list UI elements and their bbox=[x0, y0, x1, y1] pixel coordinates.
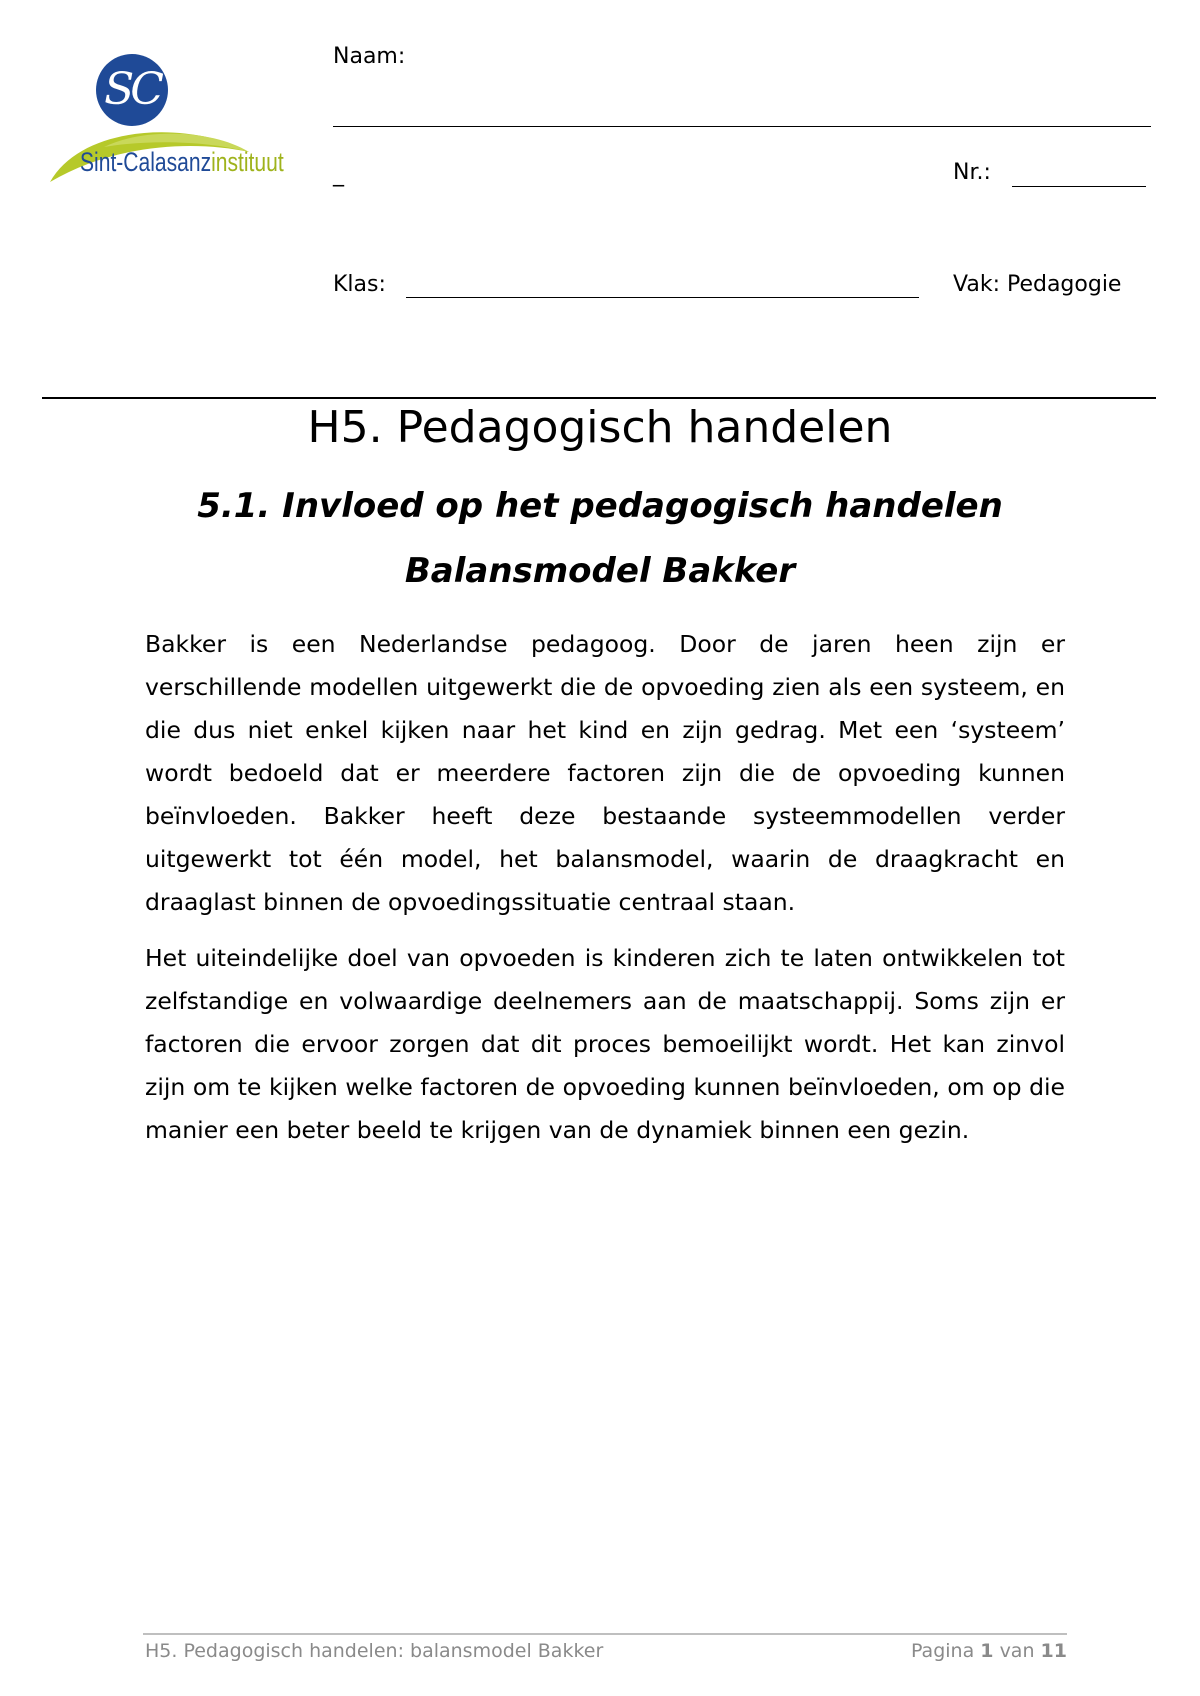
klas-label: Klas: bbox=[333, 272, 386, 297]
body-paragraph-1: Bakker is een Nederlandse pedagoog. Door de jaren heen zijn er verschillende modellen uitgewerkt die de opvoeding zien als een systeem, en die dus niet enkel kijken naar het kind en zijn gedrag. Met een ‘systeem’ wordt bedoeld dat er meerdere factoren zijn die de opvoeding kunnen beïnvloeden. Bakker heeft deze bestaande systeemmodellen verder uitgewerkt tot één model, het balansmodel, waarin de draagkracht en draaglast binnen de opvoedingssituatie centraal staan. bbox=[145, 630, 1065, 916]
school-logo bbox=[44, 52, 304, 187]
vak-label: Vak: Pedagogie bbox=[953, 272, 1122, 297]
subtitle: 5.1. Invloed op het pedagogisch handelen bbox=[197, 486, 1003, 526]
logo-name-part1: Sint-Calasanz bbox=[80, 147, 212, 177]
page-title: H5. Pedagogisch handelen bbox=[307, 402, 893, 453]
footer-page-word: Pagina bbox=[910, 1640, 975, 1662]
header-divider bbox=[42, 397, 1156, 399]
logo-monogram: SC bbox=[104, 64, 160, 115]
footer-divider bbox=[143, 1633, 1067, 1635]
klas-line[interactable] bbox=[406, 297, 919, 298]
nr-label: Nr.: bbox=[953, 160, 991, 185]
logo-name-part2: instituut bbox=[211, 147, 284, 177]
naam-line[interactable] bbox=[333, 126, 1151, 127]
footer-page-total: 11 bbox=[1040, 1640, 1067, 1662]
footer-page-current: 1 bbox=[980, 1640, 994, 1662]
nr-line[interactable] bbox=[1012, 186, 1146, 187]
footer-page-number bbox=[911, 1640, 1067, 1662]
footer-page-of: van bbox=[999, 1640, 1035, 1662]
logo-wordmark bbox=[80, 147, 284, 178]
body-paragraph-2: Het uiteindelijke doel van opvoeden is kinderen zich te laten ontwikkelen tot zelfstandige en volwaardige deelnemers aan de maatschappij. Soms zijn er factoren die ervoor zorgen dat dit proces bemoeilijkt wordt. Het kan zinvol zijn om te kijken welke factoren de opvoeding kunnen beïnvloeden, om op die manier een beter beeld te krijgen van de dynamiek binnen een gezin. bbox=[145, 944, 1065, 1144]
footer-document-title: H5. Pedagogisch handelen: balansmodel Bakker bbox=[145, 1640, 604, 1662]
naam-underscore: _ bbox=[333, 162, 344, 187]
naam-label: Naam: bbox=[333, 44, 406, 69]
section-title: Balansmodel Bakker bbox=[404, 551, 796, 591]
